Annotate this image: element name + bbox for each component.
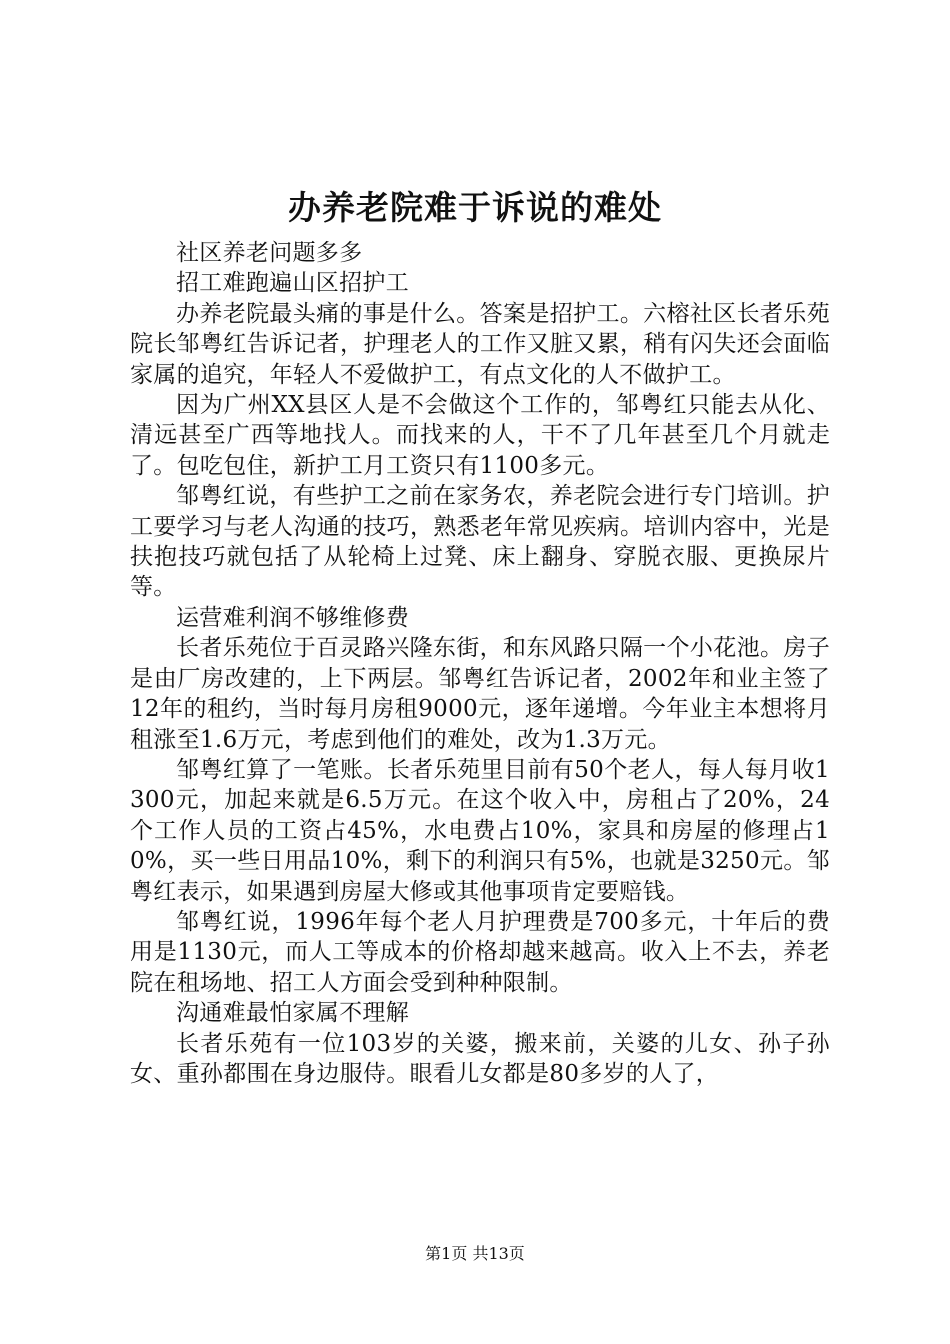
page-footer: 第1页 共13页 <box>425 1244 525 1263</box>
paragraph: 沟通难最怕家属不理解 <box>176 1000 409 1027</box>
paragraph: 招工难跑遍山区招护工 <box>176 270 409 297</box>
paragraph: 因为广州XX县区人是不会做这个工作的，邹粤红只能去从化、清远甚至广西等地找人。而找来的人，干不了几年甚至几个月就走了。包吃包住，新护工月工资只有1100多元。 <box>130 392 830 479</box>
paragraph: 长者乐苑位于百灵路兴隆东街，和东风路只隔一个小花池。房子是由厂房改建的，上下两层。邹粤红告诉记者，2002年和业主签了12年的租约，当时每月房租9000元，逐年递增。今年业主本想将月租涨至1.6万元，考虑到他们的难处，改为1.3万元。 <box>130 635 830 753</box>
document-body <box>130 238 830 1089</box>
document-title: 办养老院难于诉说的难处 <box>288 188 662 227</box>
paragraph: 办养老院最头痛的事是什么。答案是招护工。六榕社区长者乐苑院长邹粤红告诉记者，护理老人的工作又脏又累，稍有闪失还会面临家属的追究，年轻人不爱做护工，有点文化的人不做护工。 <box>130 300 830 388</box>
paragraph: 邹粤红说，1996年每个老人月护理费是700多元，十年后的费用是1130元，而人工等成本的价格却越来越高。收入上不去，养老院在租场地、招工人方面会受到种种限制。 <box>130 908 830 996</box>
paragraph: 邹粤红算了一笔账。长者乐苑里目前有50个老人，每人每月收1300元，加起来就是6.5万元。在这个收入中，房租占了20%，24个工作人员的工资占45%，水电费占10%，家具和房屋的修理占10%，买一些日用品10%，剩下的利润只有5%，也就是3250元。邹粤红表示，如果遇到房屋大修或其他事项肯定要赔钱。 <box>130 756 830 905</box>
paragraph: 社区养老问题多多 <box>176 240 363 266</box>
paragraph: 长者乐苑有一位103岁的关婆，搬来前，关婆的儿女、孙子孙女、重孙都围在身边服侍。眼看儿女都是80多岁的人了， <box>130 1030 830 1087</box>
paragraph: 运营难利润不够维修费 <box>176 604 409 631</box>
paragraph: 邹粤红说，有些护工之前在家务农，养老院会进行专门培训。护工要学习与老人沟通的技巧，熟悉老年常见疾病。培训内容中，光是扶抱技巧就包括了从轮椅上过凳、床上翻身、穿脱衣服、更换尿片等。 <box>130 483 830 601</box>
